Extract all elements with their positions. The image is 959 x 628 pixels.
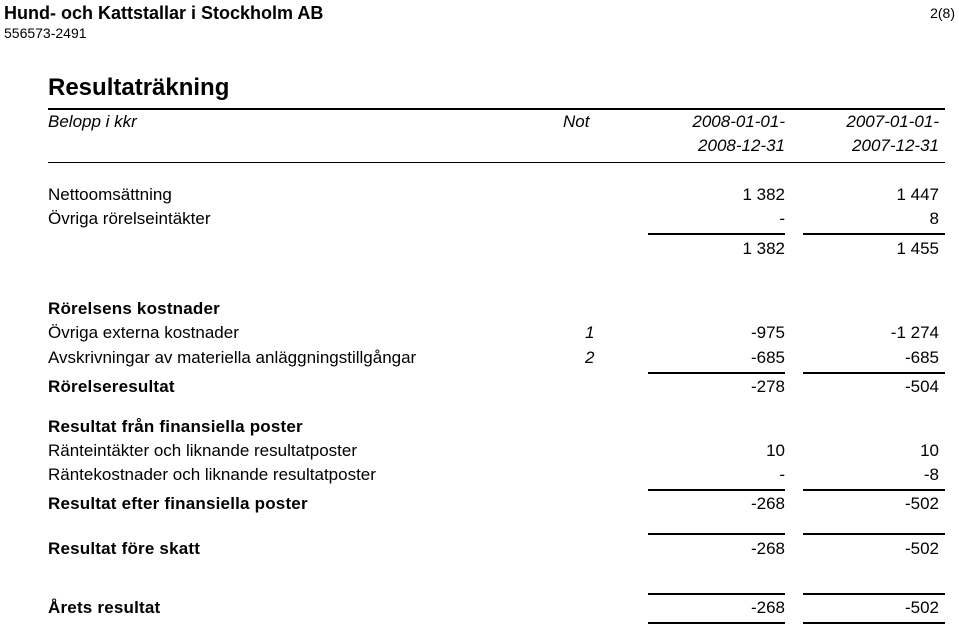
- org-number: 556573-2491: [4, 25, 87, 41]
- row-value-2008: -685: [750, 348, 785, 367]
- column-header-period2-end: 2007-12-31: [852, 136, 939, 155]
- section-heading: Resultat från finansiella poster: [48, 417, 303, 436]
- row-label: Nettoomsättning: [48, 185, 172, 204]
- sum-rule: [803, 489, 945, 491]
- row-label: Årets resultat: [48, 598, 161, 617]
- sum-rule: [648, 233, 785, 235]
- row-value-2007: -502: [904, 598, 939, 617]
- sum-rule: [803, 372, 945, 374]
- subtotal-value-2007: 1 455: [896, 239, 939, 258]
- total-rule: [803, 622, 945, 624]
- row-value-2007: -504: [904, 377, 939, 396]
- row-label: Räntekostnader och liknande resultatposter: [48, 465, 376, 484]
- sum-rule: [803, 233, 945, 235]
- row-value-2007: -502: [904, 494, 939, 513]
- row-note: 2: [585, 348, 595, 367]
- sum-rule: [648, 489, 785, 491]
- column-header-period1-end: 2008-12-31: [698, 136, 785, 155]
- section-heading: Rörelsens kostnader: [48, 299, 220, 318]
- row-value-2008: 10: [766, 441, 785, 460]
- row-value-2008: -268: [750, 494, 785, 513]
- header-bottom-rule: [48, 162, 945, 163]
- row-label: Övriga externa kostnader: [48, 323, 239, 342]
- header-top-rule: [48, 108, 945, 110]
- column-header-label: Belopp i kkr: [48, 112, 137, 131]
- row-label: Resultat före skatt: [48, 539, 201, 558]
- row-value-2008: -975: [750, 323, 785, 342]
- sum-rule: [803, 593, 945, 595]
- row-value-2007: -1 274: [890, 323, 939, 342]
- row-value-2008: -268: [750, 598, 785, 617]
- row-value-2008: -: [779, 209, 785, 228]
- subtotal-value-2008: 1 382: [742, 239, 785, 258]
- total-rule: [648, 622, 785, 624]
- page-title: Resultaträkning: [48, 74, 230, 101]
- row-value-2007: -8: [923, 465, 939, 484]
- row-value-2007: 8: [929, 209, 939, 228]
- sum-rule: [648, 372, 785, 374]
- column-header-period2-start: 2007-01-01-: [846, 112, 939, 131]
- page-number: 2(8): [930, 5, 955, 21]
- row-label: Resultat efter finansiella poster: [48, 494, 308, 513]
- row-value-2008: 1 382: [742, 185, 785, 204]
- row-value-2008: -: [779, 465, 785, 484]
- column-header-not: Not: [563, 112, 590, 131]
- company-name: Hund- och Kattstallar i Stockholm AB: [4, 3, 324, 23]
- row-value-2007: 10: [920, 441, 939, 460]
- row-note: 1: [585, 323, 595, 342]
- row-label: Avskrivningar av materiella anläggningstillgångar: [48, 348, 417, 367]
- row-value-2007: -685: [904, 348, 939, 367]
- sum-rule: [803, 533, 945, 535]
- sum-rule: [648, 593, 785, 595]
- sum-rule: [648, 533, 785, 535]
- row-value-2007: 1 447: [896, 185, 939, 204]
- row-label: Ränteintäkter och liknande resultatposter: [48, 441, 358, 460]
- row-label: Övriga rörelseintäkter: [48, 209, 211, 228]
- row-value-2008: -278: [750, 377, 785, 396]
- column-header-period1-start: 2008-01-01-: [692, 112, 785, 131]
- row-label: Rörelseresultat: [48, 377, 175, 396]
- row-value-2008: -268: [750, 539, 785, 558]
- row-value-2007: -502: [904, 539, 939, 558]
